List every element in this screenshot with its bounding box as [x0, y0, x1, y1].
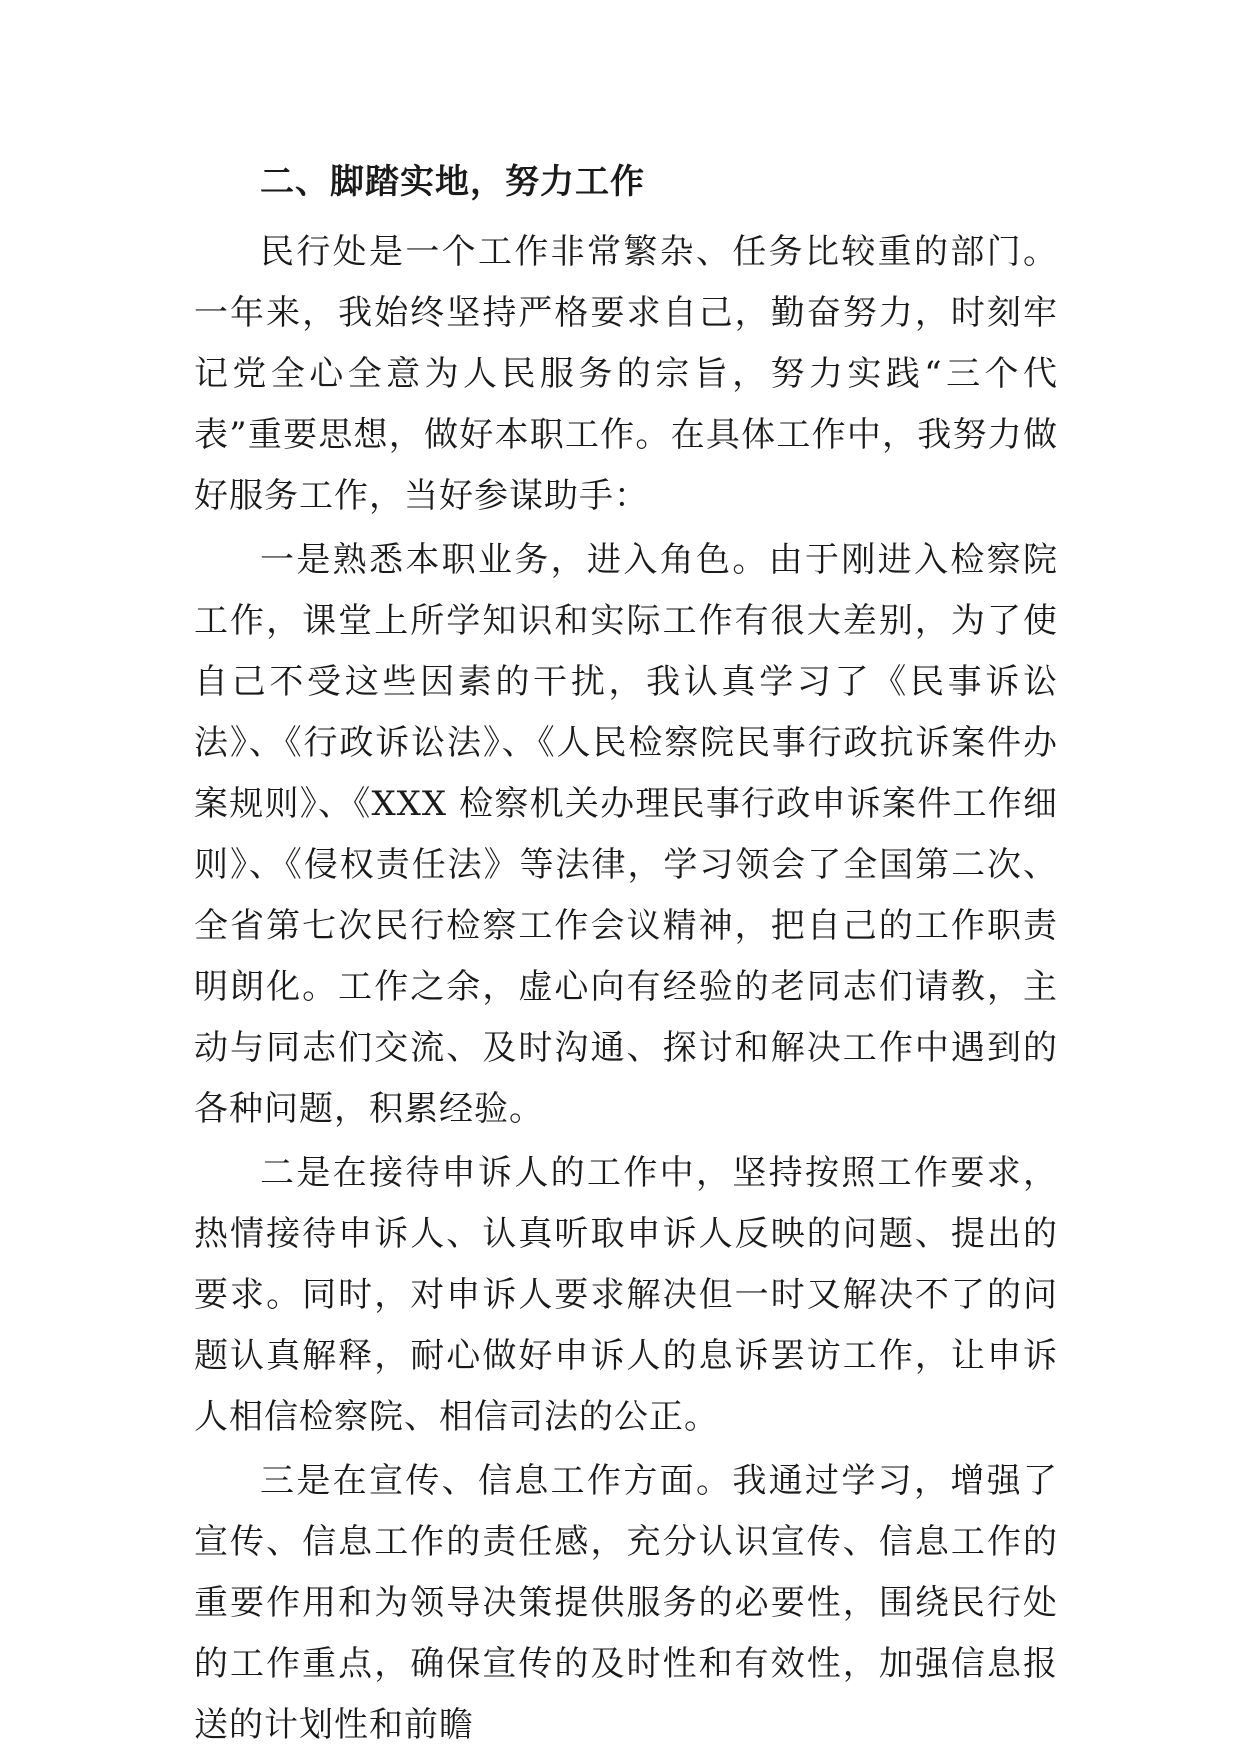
- paragraph-point-two: 二是在接待申诉人的工作中，坚持按照工作要求，热情接待申诉人、认真听取申诉人反映的问题、提出的要求。同时，对申诉人要求解决但一时又解决不了的问题认真解释，耐心做好申诉人的息诉罢访工作，让申诉人相信检察院、相信司法的公正。: [194, 1153, 1058, 1437]
- document-body: [194, 148, 1058, 1756]
- paragraph-intro: 民行处是一个工作非常繁杂、任务比较重的部门。一年来，我始终坚持严格要求自己，勤奋努力，时刻牢记党全心全意为人民服务的宗旨，努力实践“三个代表”重要思想，做好本职工作。在具体工作中，我努力做好服务工作，当好参谋助手：: [194, 232, 1058, 516]
- paragraph-point-one: 一是熟悉本职业务，进入角色。由于刚进入检察院工作，课堂上所学知识和实际工作有很大差别，为了使自己不受这些因素的干扰，我认真学习了《民事诉讼法》、《行政诉讼法》、《人民检察院民事行政抗诉案件办案规则》、《XXX 检察机关办理民事行政申诉案件工作细则》、《侵权责任法》等法律，学习领会了全国第二次、全省第七次民行检察工作会议精神，把自己的工作职责明朗化。工作之余，虚心向有经验的老同志们请教，主动与同志们交流、及时沟通、探讨和解决工作中遇到的各种问题，积累经验。: [194, 540, 1058, 1129]
- section-heading: 二、脚踏实地，努力工作: [260, 162, 645, 202]
- paragraph-point-three: 三是在宣传、信息工作方面。我通过学习，增强了宣传、信息工作的责任感，充分认识宣传、信息工作的重要作用和为领导决策提供服务的必要性，围绕民行处的工作重点，确保宣传的及时性和有效性，加强信息报送的计划性和前瞻: [194, 1461, 1058, 1745]
